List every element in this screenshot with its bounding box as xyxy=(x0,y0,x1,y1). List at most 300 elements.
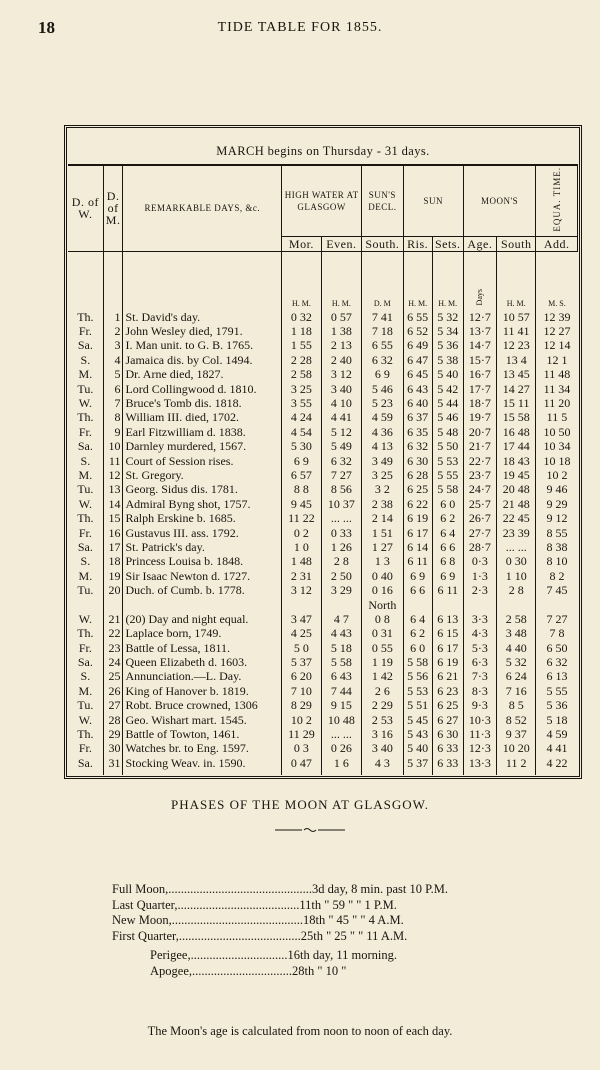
cell-day-of-week: Th. xyxy=(77,511,94,526)
table-row xyxy=(68,410,578,424)
cell-high-water-mor: 1 48 xyxy=(282,554,321,568)
cell-high-water-even: 2 13 xyxy=(321,338,361,352)
cell-high-water-even: 5 12 xyxy=(321,425,361,439)
table-row xyxy=(68,698,578,712)
unit-label: H. M. xyxy=(496,251,535,310)
cell-moon-age: 28·7 xyxy=(463,540,496,554)
cell-day-of-month: 9 xyxy=(103,425,123,439)
cell-sun-sets: 6 6 xyxy=(432,540,463,554)
cell-high-water-even: 1 38 xyxy=(321,324,361,338)
cell-day-of-week: Sa. xyxy=(77,654,93,669)
cell-sun-decl: 1 42 xyxy=(362,669,404,683)
cell-day-of-month: 8 xyxy=(103,410,123,424)
cell-moon-south: 12 23 xyxy=(496,338,535,352)
units-row xyxy=(68,251,578,310)
cell-sun-rises: 6 0 xyxy=(403,641,432,655)
col-dw-header: D. of W. xyxy=(68,166,103,252)
cell-moon-south: 15 11 xyxy=(496,396,535,410)
cell-moon-age: 17·7 xyxy=(463,382,496,396)
table-row xyxy=(68,367,578,381)
cell-moon-south: 22 45 xyxy=(496,511,535,525)
cell-sun-sets: 6 23 xyxy=(432,684,463,698)
cell-day-of-week: S. xyxy=(80,669,91,684)
cell-sun-decl: 1 27 xyxy=(362,540,404,554)
cell-sun-sets: 5 58 xyxy=(432,482,463,496)
cell-sun-sets: 5 55 xyxy=(432,468,463,482)
cell-sun-decl: 2 38 xyxy=(362,497,404,511)
cell-high-water-mor: 6 20 xyxy=(282,669,321,683)
cell-sun-sets: 5 36 xyxy=(432,338,463,352)
cell-sun-sets: 6 19 xyxy=(432,655,463,669)
cell-sun-sets: 6 17 xyxy=(432,641,463,655)
cell-high-water-even: 2 8 xyxy=(321,554,361,568)
cell-high-water-mor: 3 25 xyxy=(282,382,321,396)
cell-high-water-even: 5 58 xyxy=(321,655,361,669)
cell-sun-decl: 2 6 xyxy=(362,684,404,698)
cell-high-water-mor: 10 2 xyxy=(282,713,321,727)
cell-sun-decl: 7 41 xyxy=(362,310,404,324)
cell-event: Robt. Bruce crowned, 1306 xyxy=(123,698,282,712)
cell-sun-rises: 6 22 xyxy=(403,497,432,511)
table-row xyxy=(68,353,578,367)
cell-high-water-mor: 11 29 xyxy=(282,727,321,741)
cell-day-of-week: Tu. xyxy=(77,698,94,713)
cell-equation-time: 12 39 xyxy=(536,310,578,324)
cell-sun-rises: 6 43 xyxy=(403,382,432,396)
cell-high-water-even: 4 41 xyxy=(321,410,361,424)
cell-sun-sets: 5 44 xyxy=(432,396,463,410)
table-row xyxy=(68,396,578,410)
cell-day-of-month: 21 xyxy=(103,612,123,626)
cell-moon-south: 2 58 xyxy=(496,612,535,626)
cell-day-of-week: Fr. xyxy=(78,323,92,338)
cell-sun-sets: 5 38 xyxy=(432,353,463,367)
cell-high-water-mor: 0 47 xyxy=(282,756,321,770)
cell-sun-rises: 5 53 xyxy=(403,684,432,698)
cell-high-water-mor: 0 32 xyxy=(282,310,321,324)
north-divider-row xyxy=(68,598,578,612)
cell-moon-age: 14·7 xyxy=(463,338,496,352)
cell-sun-decl: 4 59 xyxy=(362,410,404,424)
cell-moon-south: 2 8 xyxy=(496,583,535,597)
cell-day-of-month: 6 xyxy=(103,382,123,396)
cell-day-of-week: Th. xyxy=(77,309,94,324)
cell-high-water-even: 0 33 xyxy=(321,526,361,540)
cell-sun-rises: 6 4 xyxy=(403,612,432,626)
cell-high-water-even: 2 40 xyxy=(321,353,361,367)
cell-moon-age: 12·3 xyxy=(463,741,496,755)
cell-sun-rises: 6 6 xyxy=(403,583,432,597)
cell-equation-time: 4 59 xyxy=(536,727,578,741)
cell-moon-south: 4 40 xyxy=(496,641,535,655)
table-row xyxy=(68,540,578,554)
cell-moon-south: 9 37 xyxy=(496,727,535,741)
cell-equation-time: 9 12 xyxy=(536,511,578,525)
cell-sun-decl: 0 16 xyxy=(362,583,404,597)
cell-moon-south: 23 39 xyxy=(496,526,535,540)
cell-event: Bruce's Tomb dis. 1818. xyxy=(123,396,282,410)
cell-equation-time: 5 55 xyxy=(536,684,578,698)
cell-high-water-even: 10 48 xyxy=(321,713,361,727)
cell-sun-rises: 6 25 xyxy=(403,482,432,496)
cell-sun-decl: 5 46 xyxy=(362,382,404,396)
cell-event: King of Hanover b. 1819. xyxy=(123,684,282,698)
cell-high-water-even: 0 57 xyxy=(321,310,361,324)
cell-sun-sets: 5 42 xyxy=(432,382,463,396)
cell-sun-decl: 6 32 xyxy=(362,353,404,367)
cell-sun-decl: 6 9 xyxy=(362,367,404,381)
cell-equation-time: 5 18 xyxy=(536,713,578,727)
cell-day-of-week: Fr. xyxy=(78,525,92,540)
cell-sun-decl: 3 25 xyxy=(362,468,404,482)
cell-moon-south: 10 20 xyxy=(496,741,535,755)
cell-day-of-week: S. xyxy=(80,453,91,468)
col-moon-header: MOON'S xyxy=(463,166,536,237)
cell-moon-age: 15·7 xyxy=(463,353,496,367)
cell-high-water-mor: 0 3 xyxy=(282,741,321,755)
cell-day-of-week: W. xyxy=(78,611,92,626)
cell-day-of-month: 30 xyxy=(103,741,123,755)
col-age-header: Age. xyxy=(463,236,496,251)
header-row-1 xyxy=(68,166,578,237)
cell-day-of-month: 13 xyxy=(103,482,123,496)
cell-moon-age: 4·3 xyxy=(463,626,496,640)
almanac-table xyxy=(68,165,578,775)
cell-event: Geo. Wishart mart. 1545. xyxy=(123,713,282,727)
cell-moon-south: 8 5 xyxy=(496,698,535,712)
cell-day-of-week: Sa. xyxy=(77,439,93,454)
cell-high-water-mor: 8 29 xyxy=(282,698,321,712)
cell-high-water-mor: 8 8 xyxy=(282,482,321,496)
cell-day-of-week: Sa. xyxy=(77,540,93,555)
cell-sun-sets: 6 9 xyxy=(432,569,463,583)
cell-sun-sets: 5 32 xyxy=(432,310,463,324)
cell-day-of-week: Sa. xyxy=(77,338,93,353)
cell-moon-age: 6·3 xyxy=(463,655,496,669)
cell-sun-rises: 6 35 xyxy=(403,425,432,439)
cell-high-water-even: 2 50 xyxy=(321,569,361,583)
cell-moon-age: 11·3 xyxy=(463,727,496,741)
table-row xyxy=(68,713,578,727)
cell-event: Dr. Arne died, 1827. xyxy=(123,367,282,381)
cell-event: Watches br. to Eng. 1597. xyxy=(123,741,282,755)
cell-high-water-mor: 5 37 xyxy=(282,655,321,669)
cell-sun-sets: 6 13 xyxy=(432,612,463,626)
cell-day-of-week: Fr. xyxy=(78,424,92,439)
cell-day-of-month: 28 xyxy=(103,713,123,727)
unit-label: H. M. xyxy=(321,251,361,310)
cell-event: Earl Fitzwilliam d. 1838. xyxy=(123,425,282,439)
cell-moon-south: 10 57 xyxy=(496,310,535,324)
cell-high-water-mor: 1 18 xyxy=(282,324,321,338)
cell-sun-sets: 6 11 xyxy=(432,583,463,597)
cell-equation-time: 9 29 xyxy=(536,497,578,511)
ornament-divider xyxy=(275,827,345,833)
cell-day-of-week: M. xyxy=(78,683,93,698)
cell-high-water-mor: 5 30 xyxy=(282,439,321,453)
cell-event: Georg. Sidus dis. 1781. xyxy=(123,482,282,496)
cell-sun-rises: 6 19 xyxy=(403,511,432,525)
cell-sun-sets: 5 53 xyxy=(432,454,463,468)
cell-sun-decl: 1 19 xyxy=(362,655,404,669)
cell-moon-south: 13 45 xyxy=(496,367,535,381)
cell-high-water-mor: 1 55 xyxy=(282,338,321,352)
cell-event: St. David's day. xyxy=(123,310,282,324)
cell-high-water-even: 3 40 xyxy=(321,382,361,396)
cell-moon-age: 3·3 xyxy=(463,612,496,626)
cell-day-of-month: 1 xyxy=(103,310,123,324)
col-highwater-header: HIGH WATER AT GLASGOW xyxy=(282,166,362,237)
phases-title: PHASES OF THE MOON AT GLASGOW. xyxy=(170,797,430,812)
cell-sun-sets: 6 2 xyxy=(432,511,463,525)
cell-day-of-week: W. xyxy=(78,712,92,727)
cell-high-water-even: 7 44 xyxy=(321,684,361,698)
cell-moon-south: 18 43 xyxy=(496,454,535,468)
col-moonsouth-header: South xyxy=(496,236,535,251)
col-dm-header: D. of M. xyxy=(103,166,123,252)
cell-day-of-month: 2 xyxy=(103,324,123,338)
cell-day-of-week: Tu. xyxy=(77,583,94,598)
table-row xyxy=(68,569,578,583)
cell-high-water-even: 0 26 xyxy=(321,741,361,755)
cell-moon-age: 27·7 xyxy=(463,526,496,540)
cell-day-of-month: 16 xyxy=(103,526,123,540)
cell-day-of-month: 29 xyxy=(103,727,123,741)
cell-moon-south: 0 30 xyxy=(496,554,535,568)
cell-sun-decl: 3 49 xyxy=(362,454,404,468)
cell-event: Gustavus III. ass. 1792. xyxy=(123,526,282,540)
cell-sun-sets: 6 4 xyxy=(432,526,463,540)
cell-day-of-week: W. xyxy=(78,496,92,511)
cell-event: William III. died, 1702. xyxy=(123,410,282,424)
cell-sun-sets: 5 40 xyxy=(432,367,463,381)
cell-sun-sets: 6 21 xyxy=(432,669,463,683)
cell-day-of-month: 22 xyxy=(103,626,123,640)
cell-equation-time: 12 27 xyxy=(536,324,578,338)
cell-high-water-even: 10 37 xyxy=(321,497,361,511)
cell-day-of-month: 25 xyxy=(103,669,123,683)
cell-equation-time: 10 2 xyxy=(536,468,578,482)
cell-sun-decl: 4 13 xyxy=(362,439,404,453)
cell-sun-rises: 6 9 xyxy=(403,569,432,583)
cell-sun-sets: 6 15 xyxy=(432,626,463,640)
cell-equation-time: 11 5 xyxy=(536,410,578,424)
cell-high-water-mor: 6 9 xyxy=(282,454,321,468)
cell-equation-time: 12 14 xyxy=(536,338,578,352)
table-row xyxy=(68,655,578,669)
unit-label-days: Days xyxy=(463,251,496,310)
cell-moon-age: 20·7 xyxy=(463,425,496,439)
cell-sun-rises: 6 17 xyxy=(403,526,432,540)
cell-sun-sets: 5 46 xyxy=(432,410,463,424)
cell-moon-south: 16 48 xyxy=(496,425,535,439)
cell-equation-time: 10 50 xyxy=(536,425,578,439)
cell-equation-time: 7 27 xyxy=(536,612,578,626)
cell-equation-time: 9 46 xyxy=(536,482,578,496)
col-equa-header: EQUA. TIME. xyxy=(536,166,578,237)
perigee-line: Perigee,...............................16th day, 11 morning. xyxy=(150,948,397,962)
cell-event: Jamaica dis. by Col. 1494. xyxy=(123,353,282,367)
phase-last-quarter: Last Quarter,.......................................11th " 59 " " 1 P.M. xyxy=(112,897,397,912)
cell-equation-time: 10 34 xyxy=(536,439,578,453)
cell-high-water-mor: 4 25 xyxy=(282,626,321,640)
cell-event: Ralph Erskine b. 1685. xyxy=(123,511,282,525)
cell-sun-rises: 6 52 xyxy=(403,324,432,338)
cell-sun-decl: 0 40 xyxy=(362,569,404,583)
cell-high-water-mor: 3 55 xyxy=(282,396,321,410)
cell-high-water-even: ... ... xyxy=(321,511,361,525)
running-title: TIDE TABLE FOR 1855. xyxy=(217,20,383,35)
cell-sun-sets: 6 27 xyxy=(432,713,463,727)
cell-sun-rises: 6 11 xyxy=(403,554,432,568)
cell-sun-sets: 6 33 xyxy=(432,756,463,770)
cell-moon-south: 1 10 xyxy=(496,569,535,583)
cell-high-water-even: 4 10 xyxy=(321,396,361,410)
cell-event: Stocking Weav. in. 1590. xyxy=(123,756,282,770)
table-row xyxy=(68,554,578,568)
cell-sun-rises: 6 28 xyxy=(403,468,432,482)
cell-event: St. Gregory. xyxy=(123,468,282,482)
cell-sun-decl: 4 3 xyxy=(362,756,404,770)
cell-sun-sets: 6 25 xyxy=(432,698,463,712)
cell-event: Battle of Towton, 1461. xyxy=(123,727,282,741)
cell-day-of-week: S. xyxy=(80,352,91,367)
cell-moon-age: 1·3 xyxy=(463,569,496,583)
cell-day-of-month: 3 xyxy=(103,338,123,352)
cell-sun-rises: 5 56 xyxy=(403,669,432,683)
cell-event: Princess Louisa b. 1848. xyxy=(123,554,282,568)
cell-event: (20) Day and night equal. xyxy=(123,612,282,626)
cell-sun-rises: 5 51 xyxy=(403,698,432,712)
apogee-line: Apogee,................................28th " 10 " xyxy=(150,963,347,978)
cell-equation-time: 7 45 xyxy=(536,583,578,597)
cell-high-water-mor: 1 0 xyxy=(282,540,321,554)
cell-sun-decl: 1 3 xyxy=(362,554,404,568)
north-label: North xyxy=(362,598,404,612)
cell-moon-south: 21 48 xyxy=(496,497,535,511)
cell-day-of-month: 10 xyxy=(103,439,123,453)
cell-moon-age: 7·3 xyxy=(463,669,496,683)
cell-sun-decl: 2 14 xyxy=(362,511,404,525)
cell-high-water-mor: 4 54 xyxy=(282,425,321,439)
cell-moon-age: 2·3 xyxy=(463,583,496,597)
cell-high-water-even: 3 29 xyxy=(321,583,361,597)
cell-equation-time: 11 48 xyxy=(536,367,578,381)
cell-equation-time: 6 50 xyxy=(536,641,578,655)
cell-moon-age: 21·7 xyxy=(463,439,496,453)
table-row xyxy=(68,310,578,324)
cell-sun-rises: 6 30 xyxy=(403,454,432,468)
cell-sun-decl: 0 31 xyxy=(362,626,404,640)
cell-high-water-even: 1 6 xyxy=(321,756,361,770)
table-row xyxy=(68,497,578,511)
cell-sun-decl: 3 16 xyxy=(362,727,404,741)
cell-moon-south: 5 32 xyxy=(496,655,535,669)
tide-table xyxy=(64,125,582,779)
cell-moon-south: 7 16 xyxy=(496,684,535,698)
col-sun-header: SUN xyxy=(403,166,463,237)
cell-moon-age: 8·3 xyxy=(463,684,496,698)
cell-equation-time: 7 8 xyxy=(536,626,578,640)
cell-moon-age: 18·7 xyxy=(463,396,496,410)
cell-event: Lord Collingwood d. 1810. xyxy=(123,382,282,396)
cell-moon-age: 13·7 xyxy=(463,324,496,338)
cell-equation-time: 6 13 xyxy=(536,669,578,683)
cell-sun-rises: 6 2 xyxy=(403,626,432,640)
cell-moon-south: 14 27 xyxy=(496,382,535,396)
table-row xyxy=(68,684,578,698)
cell-moon-south: 6 24 xyxy=(496,669,535,683)
cell-equation-time: 11 34 xyxy=(536,382,578,396)
cell-day-of-month: 20 xyxy=(103,583,123,597)
cell-moon-age: 16·7 xyxy=(463,367,496,381)
cell-sun-sets: 6 33 xyxy=(432,741,463,755)
cell-day-of-week: Th. xyxy=(77,726,94,741)
cell-event: Battle of Lessa, 1811. xyxy=(123,641,282,655)
cell-sun-decl: 0 8 xyxy=(362,612,404,626)
cell-sun-sets: 5 50 xyxy=(432,439,463,453)
cell-moon-age: 12·7 xyxy=(463,310,496,324)
cell-moon-age: 19·7 xyxy=(463,410,496,424)
table-row xyxy=(68,727,578,741)
unit-label: H. M. xyxy=(403,251,432,310)
cell-equation-time: 8 10 xyxy=(536,554,578,568)
table-bottom-spacer xyxy=(68,770,578,775)
table-row xyxy=(68,583,578,597)
cell-day-of-week: Th. xyxy=(77,626,94,641)
page-header xyxy=(0,18,600,44)
cell-sun-decl: 3 2 xyxy=(362,482,404,496)
cell-event: Sir Isaac Newton d. 1727. xyxy=(123,569,282,583)
cell-high-water-even: 4 43 xyxy=(321,626,361,640)
unit-label: H. M. xyxy=(432,251,463,310)
cell-sun-sets: 5 48 xyxy=(432,425,463,439)
cell-day-of-month: 18 xyxy=(103,554,123,568)
cell-day-of-week: S. xyxy=(80,554,91,569)
col-events-header: REMARKABLE DAYS, &c. xyxy=(123,166,282,252)
cell-moon-age: 9·3 xyxy=(463,698,496,712)
cell-sun-rises: 6 55 xyxy=(403,310,432,324)
cell-moon-age: 13·3 xyxy=(463,756,496,770)
cell-moon-age: 0·3 xyxy=(463,554,496,568)
cell-moon-age: 26·7 xyxy=(463,511,496,525)
col-ris-header: Ris. xyxy=(403,236,432,251)
cell-sun-decl: 6 55 xyxy=(362,338,404,352)
col-even-header: Even. xyxy=(321,236,361,251)
cell-high-water-even: ... ... xyxy=(321,727,361,741)
cell-high-water-even: 3 12 xyxy=(321,367,361,381)
cell-sun-rises: 6 32 xyxy=(403,439,432,453)
phase-full-moon: Full Moon,..............................................3d day, 8 min. past 10 P.M. xyxy=(112,882,449,896)
unit-label: D. M xyxy=(362,251,404,310)
cell-moon-south: 20 48 xyxy=(496,482,535,496)
cell-high-water-even: 7 27 xyxy=(321,468,361,482)
table-row xyxy=(68,511,578,525)
table-row xyxy=(68,468,578,482)
cell-high-water-mor: 4 24 xyxy=(282,410,321,424)
cell-high-water-mor: 9 45 xyxy=(282,497,321,511)
table-row xyxy=(68,338,578,352)
cell-sun-decl: 1 51 xyxy=(362,526,404,540)
cell-equation-time: 4 22 xyxy=(536,756,578,770)
cell-sun-decl: 2 53 xyxy=(362,713,404,727)
cell-sun-sets: 5 34 xyxy=(432,324,463,338)
table-row xyxy=(68,439,578,453)
cell-event: Admiral Byng shot, 1757. xyxy=(123,497,282,511)
cell-day-of-month: 11 xyxy=(103,454,123,468)
cell-equation-time: 8 2 xyxy=(536,569,578,583)
cell-day-of-month: 12 xyxy=(103,468,123,482)
